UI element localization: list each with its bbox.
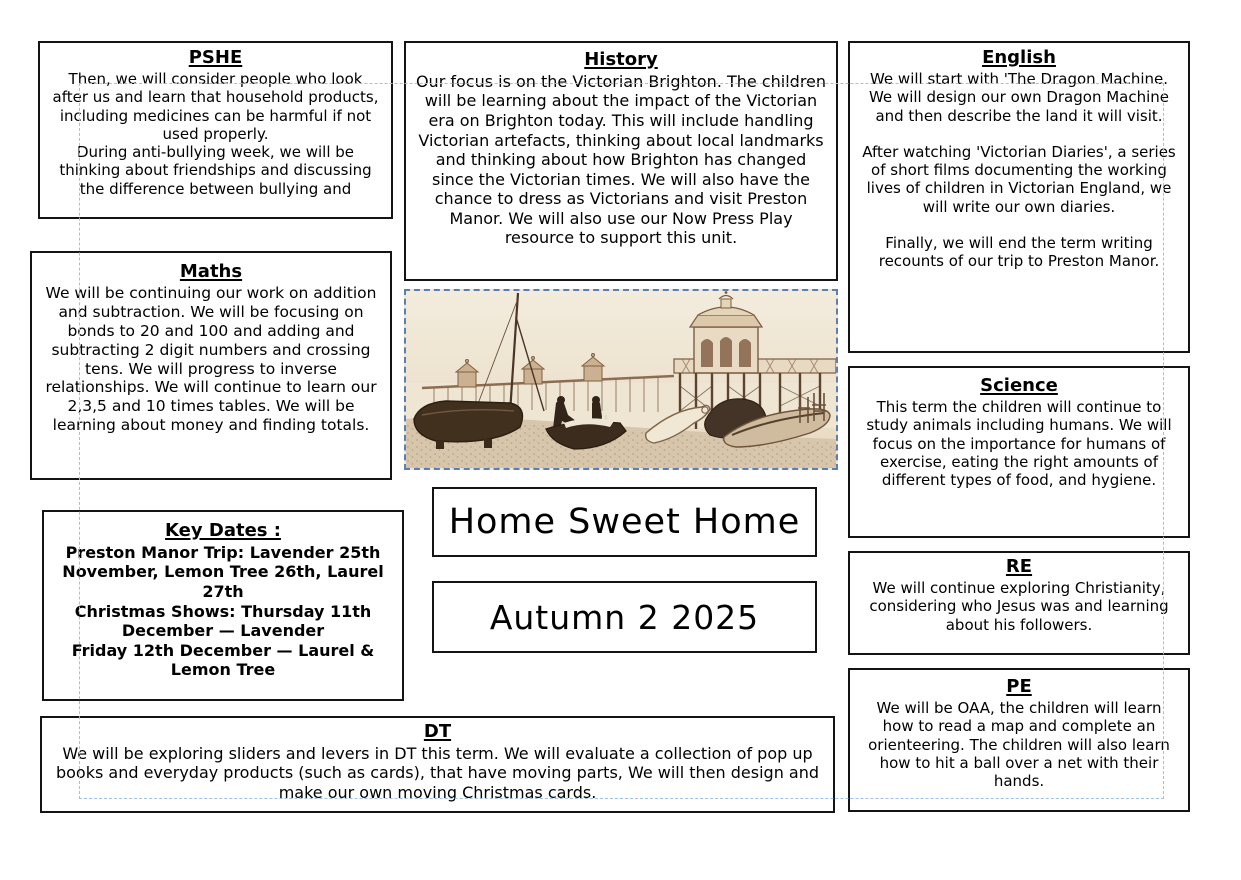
pshe-paragraph-1: Then, we will consider people who look after us and learn that household products, including medicines can be harmful if not used properly. [52,69,379,143]
key-dates-line-3: Friday 12th December — Laurel & Lemon Tree [71,640,375,680]
science-title: Science [980,375,1058,396]
maths-paragraph: We will be continuing our work on addition and subtraction. We will be focusing on bonds to 20 and 100 and adding and subtracting 2 digit numbers and crossing tens. We will progress to inverse relationships. We will continue to learn our 2,3,5 and 10 times tables. We will be learning about money and finding totals. [45,283,377,435]
history-box [404,41,838,281]
maths-title: Maths [179,261,243,282]
pe-paragraph: We will be OAA, the children will learn how to read a map and complete an orienteering. The children will also learn how to hit a ball over a net with their hands. [868,698,1170,791]
key-dates-line-1: Preston Manor Trip: Lavender 25th November, Lemon Tree 26th, Laurel 27th [62,542,384,601]
english-paragraph-1: We will start with 'The Dragon Machine. We will design our own Dragon Machine and then describe the land it will visit. [868,69,1170,125]
term-title: Autumn 2 2025 [489,597,760,637]
english-title: English [982,47,1056,68]
re-title: RE [1005,556,1033,577]
pavilion-arched-windows [701,337,751,367]
history-paragraph: Our focus is on the Victorian Brighton. The children will be learning about the impact of the Victorian era on Brighton today. This will include handling Victorian artefacts, thinking about local landmarks and thinking about how Brighton has changed since the Victorian times. We will also have the chance to dress as Victorians and visit Preston Manor. We will also use our Now Press Play resource to support this unit. [415,71,827,248]
dt-title: DT [423,721,452,742]
victorian-pier-illustration [406,291,836,468]
dt-box [40,716,835,813]
topic-title-box [432,487,817,557]
english-paragraph-3: Finally, we will end the term writing recounts of our trip to Preston Manor. [878,234,1160,271]
maths-box [30,251,392,480]
re-paragraph: We will continue exploring Christianity, considering who Jesus was and learning about his followers. [869,578,1169,634]
pshe-box [38,41,393,219]
pshe-title: PSHE [188,47,243,68]
english-paragraph-2: After watching 'Victorian Diaries', a series of short films documenting the working lives of children in Victorian England, we will write our own diaries. [862,142,1176,216]
science-paragraph: This term the children will continue to study animals including humans. We will focus on the importance for humans of exercise, eating the right amounts of different types of food, and hygiene. [866,397,1172,490]
term-title-box [432,581,817,653]
english-box [848,41,1190,353]
re-box [848,551,1190,655]
history-title: History [584,49,658,70]
key-dates-title: Key Dates : [165,520,281,541]
key-dates-line-2: Christmas Shows: Thursday 11th December — Lavender [74,601,372,641]
pe-title: PE [1006,676,1032,697]
pshe-paragraph-2: During anti-bullying week, we will be thinking about friendships and discussing the difference between bullying and [59,143,372,198]
dt-paragraph: We will be exploring sliders and levers in DT this term. We will evaluate a collection of pop up books and everyday products (such as cards), that have moving parts, We will then design and make our own moving Christmas cards. [55,743,820,802]
topic-title: Home Sweet Home [448,502,801,542]
science-box [848,366,1190,538]
pe-box [848,668,1190,812]
key-dates-box [42,510,404,701]
victorian-pier-photo [404,289,838,470]
